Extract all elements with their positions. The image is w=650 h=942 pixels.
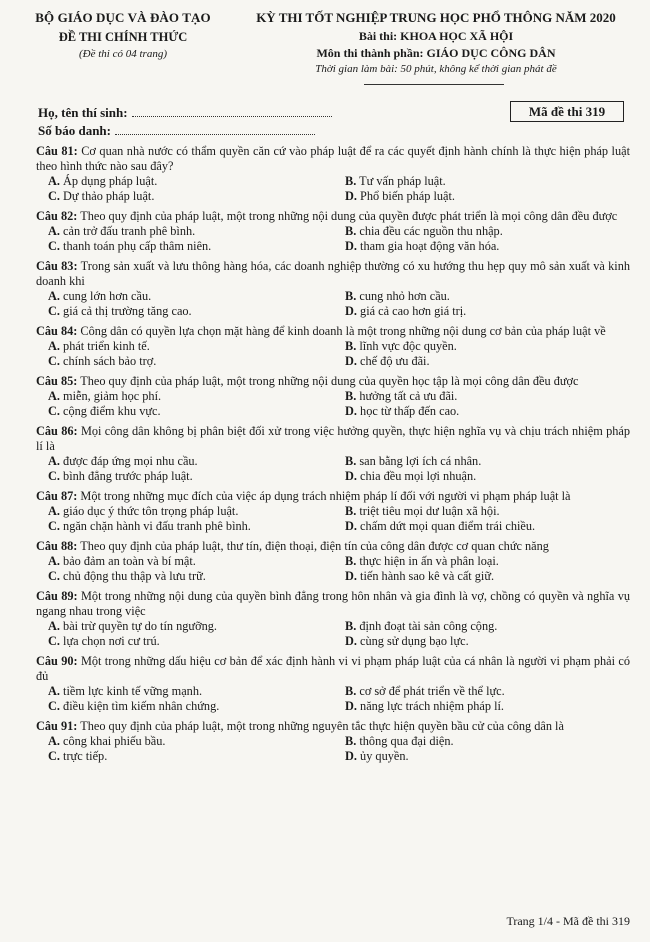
option-text: tham gia hoạt động văn hóa. [360,239,500,253]
option-text: miễn, giảm học phí. [63,389,162,403]
option-text: cộng điểm khu vực. [63,404,161,418]
option-letter: B. [345,289,357,303]
option-text: định đoạt tài sản công cộng. [359,619,498,633]
option-letter: A. [48,734,60,748]
option-text: cùng sử dụng bạo lực. [360,634,469,648]
answer-option [36,619,333,634]
option-text: được đáp ứng mọi nhu cầu. [63,454,198,468]
answer-option [333,734,630,749]
answer-option [36,289,333,304]
question [36,654,630,714]
question-number: Câu 87: [36,489,78,503]
answer-option [36,569,333,584]
question-number: Câu 82: [36,209,78,223]
answer-option [333,469,630,484]
option-text: giá cả thị trường tăng cao. [63,304,192,318]
answer-option [333,454,630,469]
question-stem [36,539,630,554]
option-letter: D. [345,634,357,648]
candidate-id-row [38,122,332,140]
answer-option [333,554,630,569]
question-stem [36,144,630,174]
option-letter: D. [345,699,357,713]
answer-options [36,389,630,419]
option-text: công khai phiếu bầu. [63,734,166,748]
option-text: chế độ ưu đãi. [360,354,430,368]
option-text: san bằng lợi ích cá nhân. [359,454,482,468]
question-number: Câu 88: [36,539,78,553]
question-text: Theo quy định của pháp luật, thư tín, điện thoại, điện tín của công dân được cơ quan chức năng [80,539,549,553]
option-letter: A. [48,289,60,303]
answer-option [333,389,630,404]
answer-option [36,224,333,239]
answer-option [333,684,630,699]
option-text: bài trừ quyền tự do tín ngưỡng. [63,619,217,633]
option-text: học từ thấp đến cao. [360,404,460,418]
question [36,489,630,534]
option-letter: A. [48,619,60,633]
answer-option [36,304,333,319]
option-letter: C. [48,749,60,763]
question-text: Theo quy định của pháp luật, một trong những nguyên tắc thực hiện quyền bầu cử của công dân là [80,719,564,733]
question [36,719,630,764]
question-stem [36,489,630,504]
option-text: Phổ biến pháp luật. [360,189,455,203]
option-text: Tư vấn pháp luật. [359,174,446,188]
option-letter: B. [345,734,357,748]
option-letter: A. [48,389,60,403]
answer-options [36,504,630,534]
candidate-name-blank [132,106,332,117]
option-text: chính sách bảo trợ. [63,354,157,368]
answer-options [36,339,630,369]
question-text: Công dân có quyền lựa chọn mặt hàng để kinh doanh là một trong những nội dung cơ bản của pháp luật về [80,324,606,338]
option-text: Dự thảo pháp luật. [63,189,155,203]
option-letter: D. [345,404,357,418]
option-letter: D. [345,354,357,368]
option-letter: A. [48,684,60,698]
question-stem [36,589,630,619]
option-text: ủy quyền. [360,749,409,763]
option-letter: D. [345,519,357,533]
option-text: lựa chọn nơi cư trú. [63,634,160,648]
option-text: cung lớn hơn cầu. [63,289,152,303]
question [36,374,630,419]
pages-note: (Đề thi có 04 trang) [79,48,167,60]
header-right [236,10,636,75]
option-letter: C. [48,519,60,533]
question-stem [36,719,630,734]
answer-option [333,189,630,204]
answer-option [36,174,333,189]
exam-title: KỲ THI TỐT NGHIỆP TRUNG HỌC PHỔ THÔNG NĂM 2020 [256,10,616,25]
answer-options [36,619,630,649]
option-letter: A. [48,504,60,518]
option-text: cung nhỏ hơn cầu. [359,289,450,303]
option-text: phát triển kinh tế. [63,339,150,353]
option-letter: C. [48,634,60,648]
option-text: cản trở đấu tranh phê bình. [63,224,196,238]
option-letter: D. [345,239,357,253]
answer-option [333,699,630,714]
answer-option [36,554,333,569]
answer-option [333,619,630,634]
option-text: thực hiện in ấn và phân loại. [359,554,499,568]
answer-option [333,404,630,419]
candidate-name-row [38,104,332,122]
option-text: chia đều các nguồn thu nhập. [359,224,503,238]
option-letter: D. [345,569,357,583]
question-text: Trong sản xuất và lưu thông hàng hóa, các doanh nghiệp thường có xu hướng thu hẹp quy mô sản xuất và kinh doanh khi [36,259,630,288]
answer-option [36,749,333,764]
option-letter: B. [345,174,357,188]
option-letter: B. [345,224,357,238]
option-letter: C. [48,699,60,713]
answer-options [36,454,630,484]
question-stem [36,209,630,224]
question-text: Một trong những dấu hiệu cơ bản để xác định hành vi vi phạm pháp luật của cá nhân là người vi phạm phải có đủ [36,654,630,683]
option-letter: B. [345,554,357,568]
answer-option [36,354,333,369]
question-number: Câu 89: [36,589,78,603]
option-text: chia đều mọi lợi nhuận. [360,469,477,483]
answer-option [36,634,333,649]
answer-option [333,634,630,649]
question-number: Câu 83: [36,259,78,273]
answer-option [333,339,630,354]
option-letter: B. [345,454,357,468]
option-letter: B. [345,339,357,353]
answer-option [333,519,630,534]
question-stem [36,654,630,684]
option-letter: C. [48,239,60,253]
question-list [36,144,630,769]
answer-option [36,339,333,354]
candidate-id-label: Số báo danh: [38,123,111,138]
question-text: Cơ quan nhà nước có thẩm quyền căn cứ vào pháp luật để ra các quyết định hành chính là thực hiện pháp luật theo hình thức nào sau đây? [36,144,630,173]
answer-option [36,389,333,404]
candidate-name-label: Họ, tên thí sinh: [38,105,128,120]
answer-option [36,454,333,469]
question-text: Theo quy định của pháp luật, một trong những nội dung của quyền được phát triển là mọi công dân đều được [80,209,618,223]
answer-option [333,354,630,369]
answer-option [333,289,630,304]
answer-option [36,189,333,204]
option-text: tiềm lực kinh tế vững mạnh. [63,684,203,698]
option-text: tiến hành sao kê và cất giữ. [360,569,495,583]
option-text: lĩnh vực độc quyền. [359,339,457,353]
official-label: ĐỀ THI CHÍNH THỨC [58,30,188,44]
option-letter: A. [48,339,60,353]
option-text: hưởng tất cả ưu đãi. [359,389,458,403]
answer-option [333,224,630,239]
option-text: trực tiếp. [63,749,108,763]
option-text: ngăn chặn hành vi đấu tranh phê bình. [63,519,251,533]
option-text: triệt tiêu mọi dư luận xã hội. [359,504,500,518]
question-stem [36,324,630,339]
question [36,539,630,584]
candidate-id-blank [115,124,315,135]
option-text: giá cả cao hơn giá trị. [360,304,467,318]
answer-option [333,569,630,584]
question [36,589,630,649]
question [36,144,630,204]
answer-option [36,699,333,714]
answer-options [36,289,630,319]
answer-option [333,239,630,254]
ministry-name: BỘ GIÁO DỤC VÀ ĐÀO TẠO [35,10,211,25]
option-letter: B. [345,389,357,403]
option-text: giáo dục ý thức tôn trọng pháp luật. [63,504,239,518]
exam-part: Bài thi: KHOA HỌC XÃ HỘI [358,29,514,43]
option-letter: B. [345,684,357,698]
question-number: Câu 85: [36,374,78,388]
answer-options [36,174,630,204]
option-text: Áp dụng pháp luật. [63,174,158,188]
answer-option [36,519,333,534]
option-letter: A. [48,224,60,238]
answer-option [36,684,333,699]
option-letter: D. [345,189,357,203]
question-text: Một trong những nội dung của quyền bình đẳng trong hôn nhân và gia đình là vợ, chồng có quyền và nghĩa vụ ngang nhau trong việc [36,589,630,618]
option-text: điều kiện tìm kiếm nhân chứng. [63,699,220,713]
question-text: Một trong những mục đích của việc áp dụng trách nhiệm pháp lí đối với người vi phạm pháp luật là [80,489,571,503]
time-note: Thời gian làm bài: 50 phút, không kể thời gian phát đề [315,63,557,75]
candidate-info [38,104,332,140]
option-letter: C. [48,189,60,203]
question [36,259,630,319]
question-text: Mọi công dân không bị phân biệt đối xử trong việc hưởng quyền, thực hiện nghĩa vụ và chịu trách nhiệm pháp lí là [36,424,630,453]
header-left [18,10,228,60]
option-letter: B. [345,619,357,633]
option-text: thanh toán phụ cấp thâm niên. [63,239,212,253]
option-letter: C. [48,469,60,483]
option-text: cơ sở để phát triển về thể lực. [359,684,505,698]
question-text: Theo quy định của pháp luật, một trong những nội dung của quyền học tập là mọi công dân đều được [80,374,579,388]
subject-line: Môn thi thành phần: GIÁO DỤC CÔNG DÂN [316,46,556,60]
option-text: năng lực trách nhiệm pháp lí. [360,699,504,713]
answer-options [36,734,630,764]
option-letter: A. [48,554,60,568]
option-letter: C. [48,304,60,318]
answer-option [36,469,333,484]
question [36,209,630,254]
question-stem [36,424,630,454]
option-text: bình đẳng trước pháp luật. [63,469,193,483]
answer-options [36,554,630,584]
exam-code-box: Mã đề thi 319 [510,101,624,122]
answer-options [36,224,630,254]
question-number: Câu 86: [36,424,78,438]
option-letter: A. [48,454,60,468]
header-divider [364,84,504,85]
answer-option [36,504,333,519]
question-number: Câu 84: [36,324,78,338]
option-text: chấm dứt mọi quan điểm trái chiều. [360,519,536,533]
question-number: Câu 81: [36,144,78,158]
option-text: thông qua đại diện. [359,734,454,748]
answer-option [333,504,630,519]
option-letter: A. [48,174,60,188]
option-letter: C. [48,404,60,418]
question [36,324,630,369]
answer-options [36,684,630,714]
option-text: bảo đảm an toàn và bí mật. [63,554,196,568]
answer-option [36,404,333,419]
option-text: chủ động thu thập và lưu trữ. [63,569,206,583]
question-stem [36,374,630,389]
answer-option [36,239,333,254]
answer-option [333,749,630,764]
question-stem [36,259,630,289]
answer-option [333,174,630,189]
option-letter: C. [48,354,60,368]
option-letter: D. [345,749,357,763]
answer-option [36,734,333,749]
question-number: Câu 90: [36,654,78,668]
question-number: Câu 91: [36,719,78,733]
option-letter: C. [48,569,60,583]
answer-option [333,304,630,319]
option-letter: B. [345,504,357,518]
page-footer: Trang 1/4 - Mã đề thi 319 [506,914,630,928]
option-letter: D. [345,304,357,318]
option-letter: D. [345,469,357,483]
question [36,424,630,484]
